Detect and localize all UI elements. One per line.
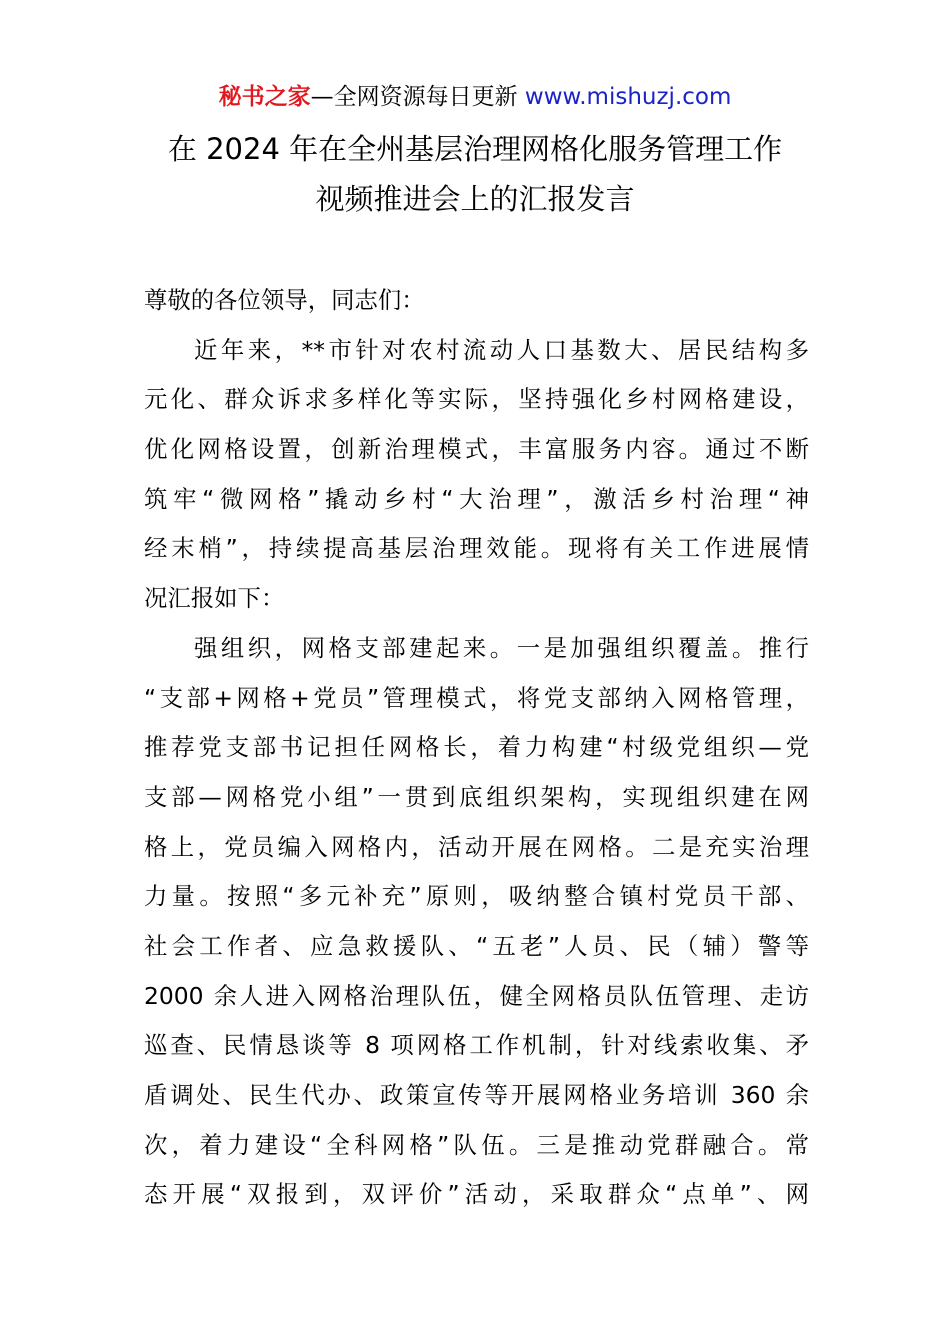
body-line: 态开展“双报到，双评价”活动，采取群众“点单”、网 [144,1180,809,1209]
document-body [144,276,809,1220]
banner-tagline: —全网资源每日更新 [310,84,525,110]
body-line: 优化网格设置，创新治理模式，丰富服务内容。通过不断 [144,435,809,464]
body-line: 筑牢“微网格”撬动乡村“大治理”，激活乡村治理“神 [144,484,809,513]
title-line-1: 在 2024 年在全州基层治理网格化服务管理工作 [167,132,783,166]
body-line: 巡查、民情恳谈等 8 项网格工作机制，针对线索收集、矛 [144,1031,809,1060]
body-line: 盾调处、民生代办、政策宣传等开展网格业务培训 360 余 [144,1081,809,1109]
body-line: 2000 余人进入网格治理队伍，健全网格员队伍管理、走访 [144,981,809,1010]
body-line: 近年来，**市针对农村流动人口基数大、居民结构多 [194,335,809,364]
body-line: 次，着力建设“全科网格”队伍。三是推动党群融合。常 [144,1130,809,1159]
site-url-link[interactable]: www.mishuzj.com [524,84,732,110]
brand-name: 秘书之家 [218,84,311,110]
body-line: 况汇报如下： [144,584,285,613]
body-line: 支部—网格党小组”一贯到底组织架构，实现组织建在网 [144,782,809,811]
title-line-2: 视频推进会上的汇报发言 [315,182,635,216]
body-line: 推荐党支部书记担任网格长，着力构建“村级党组织—党 [144,733,809,762]
document-title [0,124,950,224]
site-banner [0,82,950,112]
body-line: 元化、群众诉求多样化等实际，坚持强化乡村网格建设， [144,385,809,414]
greeting: 尊敬的各位领导，同志们： [144,286,425,314]
body-line: 格上，党员编入网格内，活动开展在网格。二是充实治理 [144,832,809,861]
body-line: 经末梢”，持续提高基层治理效能。现将有关工作进展情 [144,534,809,563]
body-line: 强组织，网格支部建起来。一是加强组织覆盖。推行 [194,633,809,662]
body-line: 力量。按照“多元补充”原则，吸纳整合镇村党员干部、 [144,882,809,911]
body-line: 社会工作者、应急救援队、“五老”人员、民（辅）警等 [144,931,809,960]
body-line: “支部+网格+党员”管理模式，将党支部纳入网格管理， [144,683,809,712]
